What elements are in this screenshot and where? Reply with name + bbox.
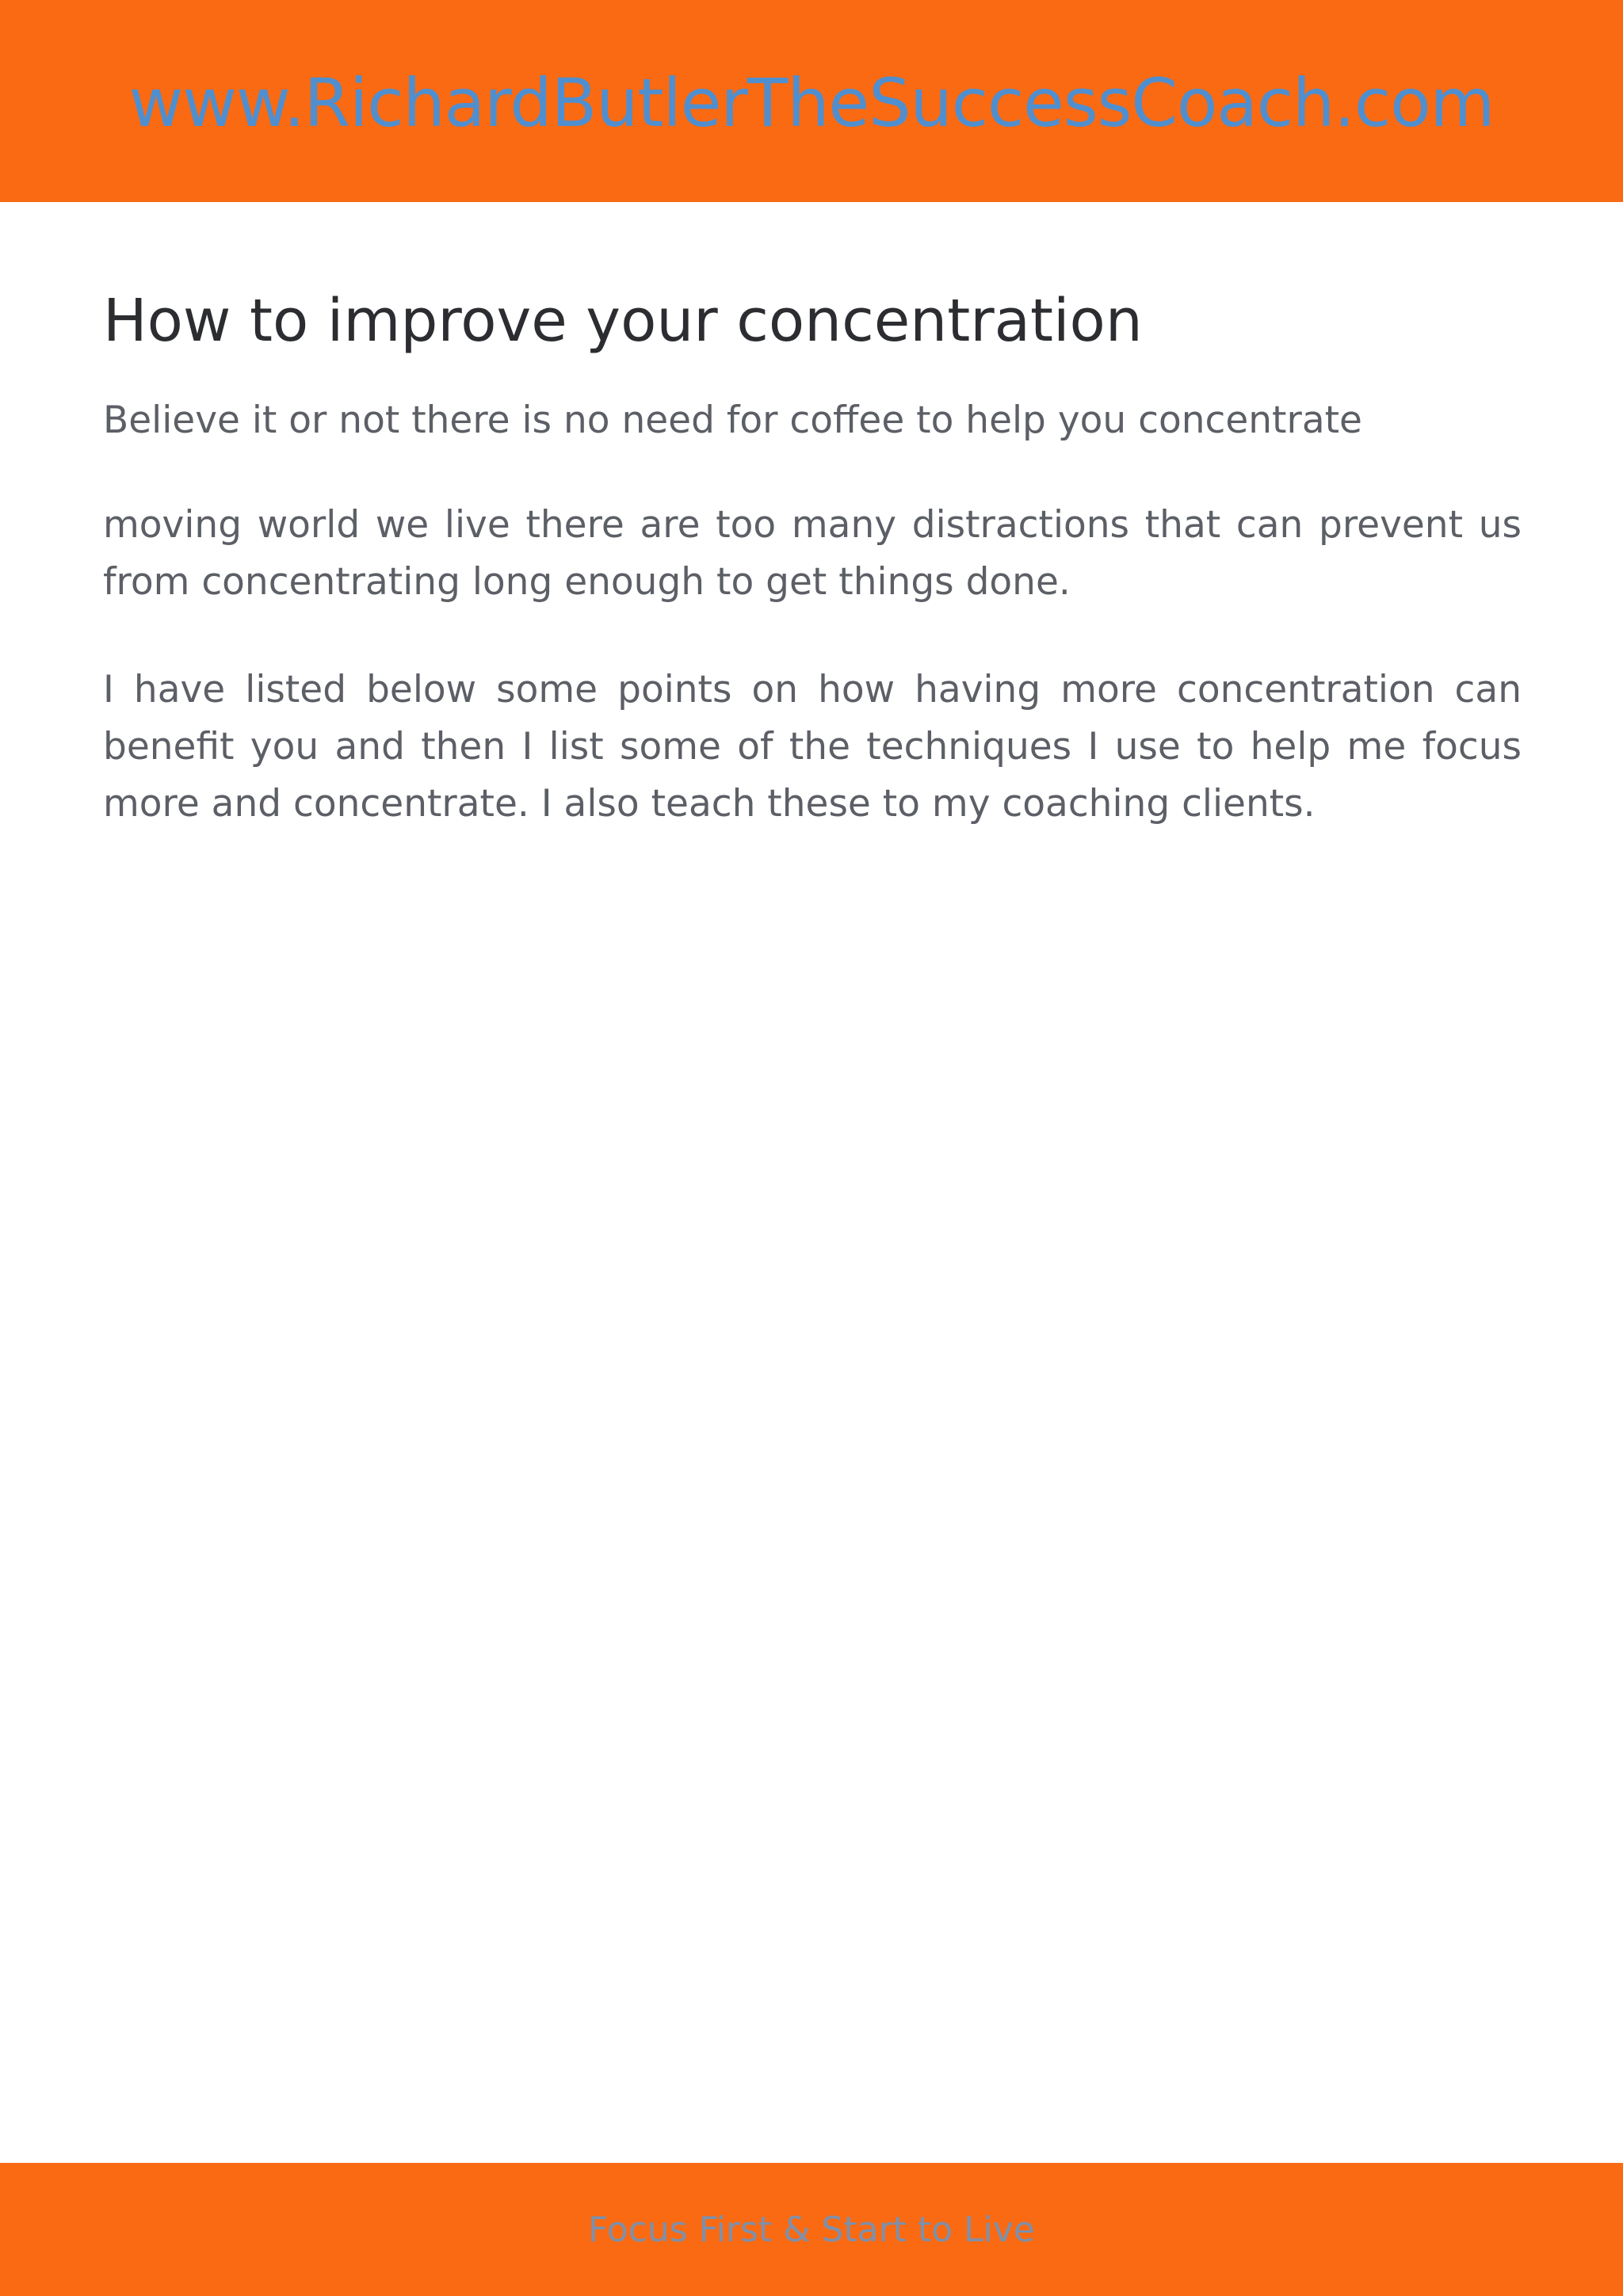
footer-tagline: Focus First & Start to Live [587, 2210, 1035, 2250]
intro-line: Believe it or not there is no need for coffee to help you concentrate [103, 399, 1362, 442]
page-title: How to improve your concentration [103, 287, 1143, 355]
paragraph-distractions: moving world we live there are too many distractions that can prevent us from concentrating long enough to get things done. [103, 503, 1522, 604]
site-url-link[interactable]: www.RichardButlerTheSuccessCoach.com [128, 64, 1495, 142]
article-body [103, 281, 1522, 833]
paragraph-techniques: I have listed below some points on how having more concentration can benefit you and then I list some of the techniques I use to help me focus more and concentrate. I also teach these to my coaching clients. [103, 668, 1522, 826]
